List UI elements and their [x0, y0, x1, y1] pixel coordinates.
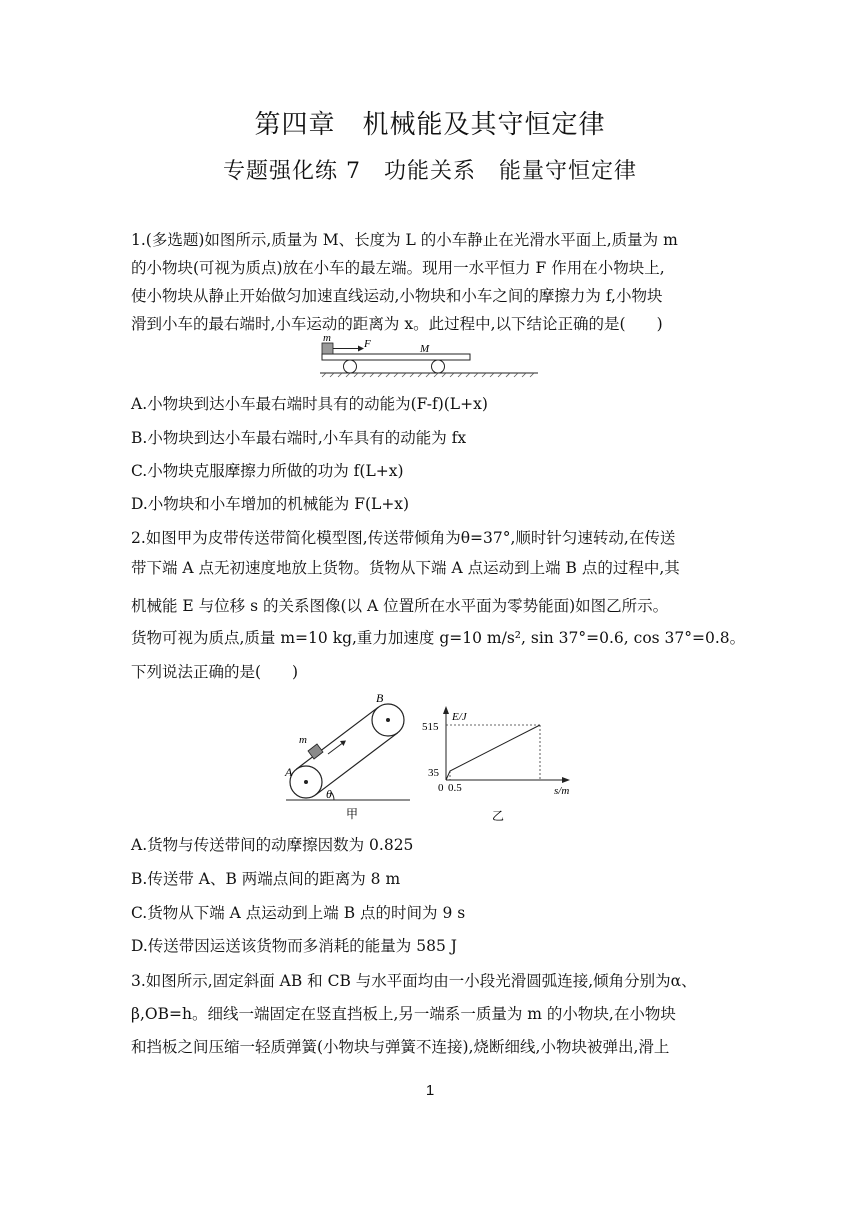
q1-line-2: 的小物块(可视为质点)放在小车的最左端。现用一水平恒力 F 作用在小物块上, [131, 259, 665, 277]
cart-wheel [432, 360, 445, 373]
q3-line-2: β,OB=h。细线一端固定在竖直挡板上,另一端系一质量为 m 的小物块,在小物块 [131, 1005, 676, 1023]
y-tick-515: 515 [422, 721, 439, 733]
q2-line-5: 下列说法正确的是( ) [131, 663, 299, 681]
q1-option-a: A.小物块到达小车最右端时具有的动能为(F-f)(L+x) [131, 395, 488, 413]
caption-yi: 乙 [492, 809, 505, 823]
x-tick-0: 0 [438, 782, 444, 794]
q2-option-d: D.传送带因运送该货物而多消耗的能量为 585 J [131, 937, 457, 955]
chapter-title: 第四章 机械能及其守恒定律 [254, 110, 606, 140]
belt-bottom [316, 733, 398, 795]
q2-line-1: 2.如图甲为皮带传送带简化模型图,传送带倾角为θ=37°,顺时针匀速转动,在传送 [131, 529, 676, 547]
small-block [322, 343, 333, 354]
q1-option-b: B.小物块到达小车最右端时,小车具有的动能为 fx [131, 429, 467, 447]
q1-figure-cart [316, 330, 542, 382]
label-A: A [285, 765, 293, 779]
q1-line-1: 1.(多选题)如图所示,质量为 M、长度为 L 的小车静止在光滑水平面上,质量为 m [131, 231, 678, 249]
q2-option-c: C.货物从下端 A 点运动到上端 B 点的时间为 9 s [131, 904, 466, 922]
q2-option-b: B.传送带 A、B 两端点间的距离为 8 m [131, 870, 401, 888]
q2-line-4: 货物可视为质点,质量 m=10 kg,重力加速度 g=10 m/s², sin 37°=0.6, cos 37°=0.8。 [131, 629, 746, 647]
x-tick-0-5: 0.5 [448, 782, 462, 794]
q3-line-1: 3.如图所示,固定斜面 AB 和 CB 与水平面均由一小段光滑圆弧连接,倾角分别为α、 [131, 972, 697, 990]
label-B: B [376, 691, 384, 705]
caption-jia: 甲 [346, 807, 359, 821]
cart-plank [322, 354, 470, 360]
q3-line-3: 和挡板之间压缩一轻质弹簧(小物块与弹簧不连接),烧断细线,小物块被弹出,滑上 [131, 1038, 670, 1056]
cargo-block [308, 744, 323, 759]
q1-option-d: D.小物块和小车增加的机械能为 F(L+x) [131, 495, 410, 513]
q2-figure-conveyor [282, 690, 418, 824]
label-m: m [323, 332, 331, 344]
q2-line-3: 机械能 E 与位移 s 的关系图像(以 A 位置所在水平面为零势能面)如图乙所示。 [131, 597, 669, 615]
label-m: m [299, 734, 307, 746]
label-M: M [420, 343, 430, 355]
energy-line [446, 725, 540, 780]
belt-top [296, 707, 378, 769]
q1-line-4: 滑到小车的最右端时,小车运动的距离为 x。此过程中,以下结论正确的是( ) [131, 315, 663, 333]
y-tick-35: 35 [428, 767, 439, 779]
x-axis-label: s/m [554, 785, 570, 797]
section-title: 专题强化练 7 功能关系 能量守恒定律 [223, 159, 637, 184]
q2-figure-graph [420, 704, 580, 824]
q2-line-2: 带下端 A 点无初速度地放上货物。货物从下端 A 点运动到上端 B 点的过程中,其 [131, 559, 680, 577]
q1-option-c: C.小物块克服摩擦力所做的功为 f(L+x) [131, 462, 404, 480]
cart-wheel [344, 360, 357, 373]
label-F: F [364, 338, 371, 350]
page-number: 1 [425, 1082, 435, 1099]
q2-option-a: A.货物与传送带间的动摩擦因数为 0.825 [131, 836, 414, 854]
q1-line-3: 使小物块从静止开始做匀加速直线运动,小物块和小车之间的摩擦力为 f,小物块 [131, 287, 663, 305]
y-axis-label: E/J [452, 711, 467, 723]
label-theta: θ [326, 787, 332, 801]
